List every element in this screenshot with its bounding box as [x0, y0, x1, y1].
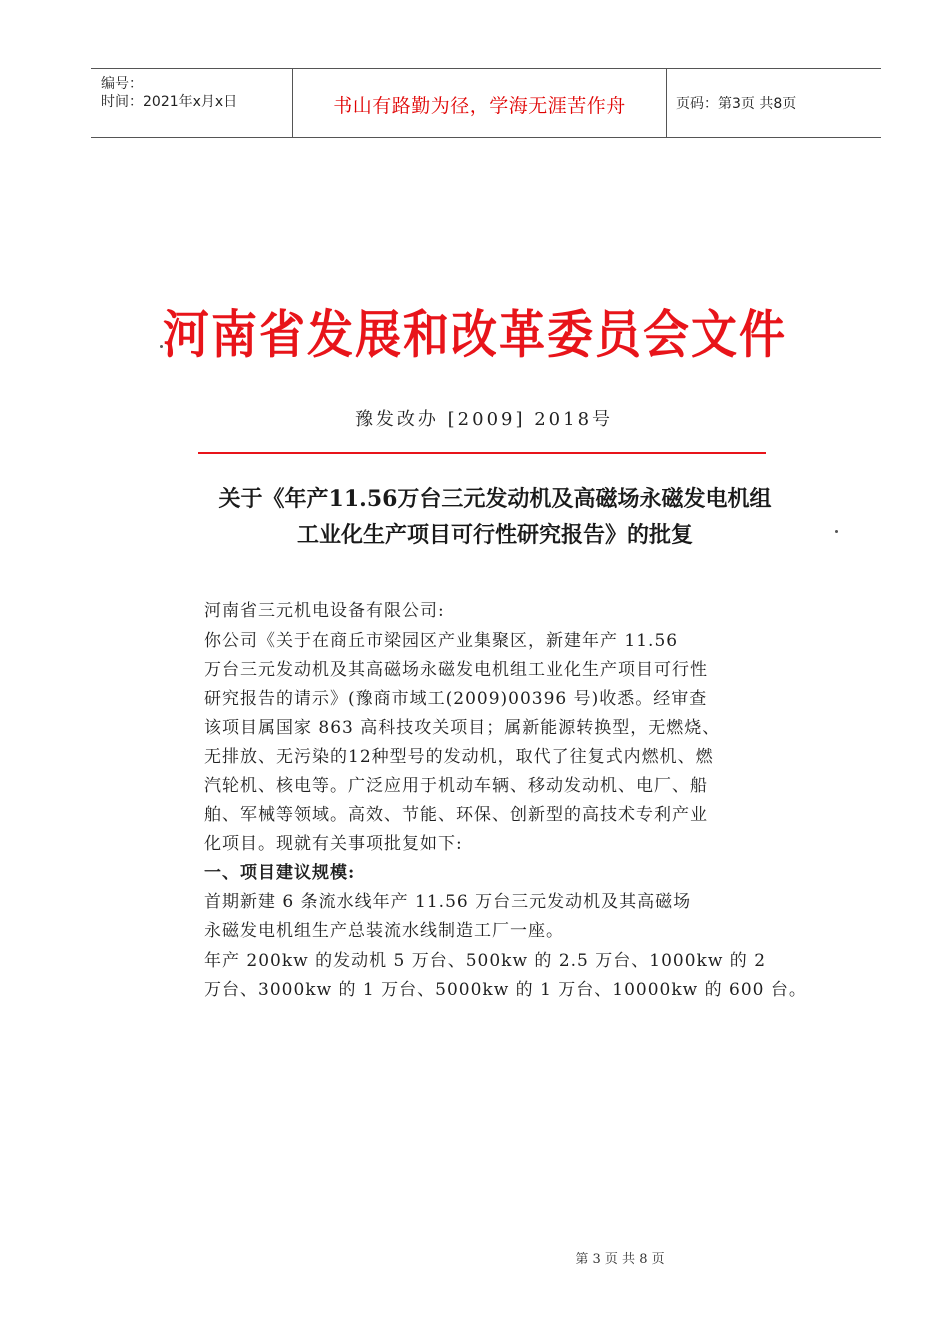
- body-line: 你公司《关于在商丘市梁园区产业集聚区，新建年产 11.56: [204, 631, 679, 651]
- body-line: 首期新建 6 条流水线年产 11.56 万台三元发动机及其高磁场: [204, 892, 692, 912]
- body-line: 舶、军械等领域。高效、节能、环保、创新型的高技术专利产业: [204, 805, 708, 825]
- body-line: 河南省三元机电设备有限公司:: [204, 601, 445, 621]
- header-motto: 书山有路勤为径，学海无涯苦作舟: [333, 95, 626, 117]
- body-line: 化项目。现就有关事项批复如下:: [204, 834, 463, 854]
- page-header: [91, 68, 881, 138]
- body-line: 万台三元发动机及其高磁场永磁发电机组工业化生产项目可行性: [204, 660, 708, 680]
- body-line: 永磁发电机组生产总装流水线制造工厂一座。: [204, 921, 564, 941]
- document-title-line-1: 关于《年产11.56万台三元发动机及高磁场永磁发电机组: [218, 486, 772, 512]
- document-number: 豫发改办 [2009] 2018号: [354, 409, 614, 430]
- body-line: 年产 200kw 的发动机 5 万台、500kw 的 2.5 万台、1000kw 的 2: [204, 951, 767, 971]
- body-line: 万台、3000kw 的 1 万台、5000kw 的 1 万台、10000kw 的 600 台。: [204, 980, 807, 1000]
- document-masthead: 河南省发展和改革委员会文件: [163, 304, 787, 365]
- body-line: 汽轮机、核电等。广泛应用于机动车辆、移动发动机、电厂、船: [204, 776, 708, 796]
- scan-speck: [160, 345, 163, 348]
- body-line: 该项目属国家 863 高科技攻关项目；属新能源转换型，无燃烧、: [204, 718, 721, 738]
- document-title-line-2: 工业化生产项目可行性研究报告》的批复: [296, 522, 693, 548]
- date-label: 时间：2021年x月x日: [101, 94, 238, 110]
- serial-number-label: 编号：: [101, 76, 143, 92]
- footer-page-number: 第 3 页 共 8 页: [575, 1252, 665, 1267]
- header-motto-cell: [292, 69, 667, 137]
- section-heading: 一、项目建议规模:: [204, 863, 356, 883]
- header-page-number: 页码：第3页 共8页: [676, 96, 797, 112]
- scan-speck: [835, 530, 838, 533]
- body-line: 无排放、无污染的12种型号的发动机，取代了往复式内燃机、燃: [204, 747, 714, 767]
- body-line: 研究报告的请示》(豫商市域工(2009)00396 号)收悉。经审查: [204, 689, 708, 709]
- header-page-cell: [666, 69, 881, 137]
- red-separator-line: [198, 452, 766, 454]
- header-info-cell: [91, 69, 292, 137]
